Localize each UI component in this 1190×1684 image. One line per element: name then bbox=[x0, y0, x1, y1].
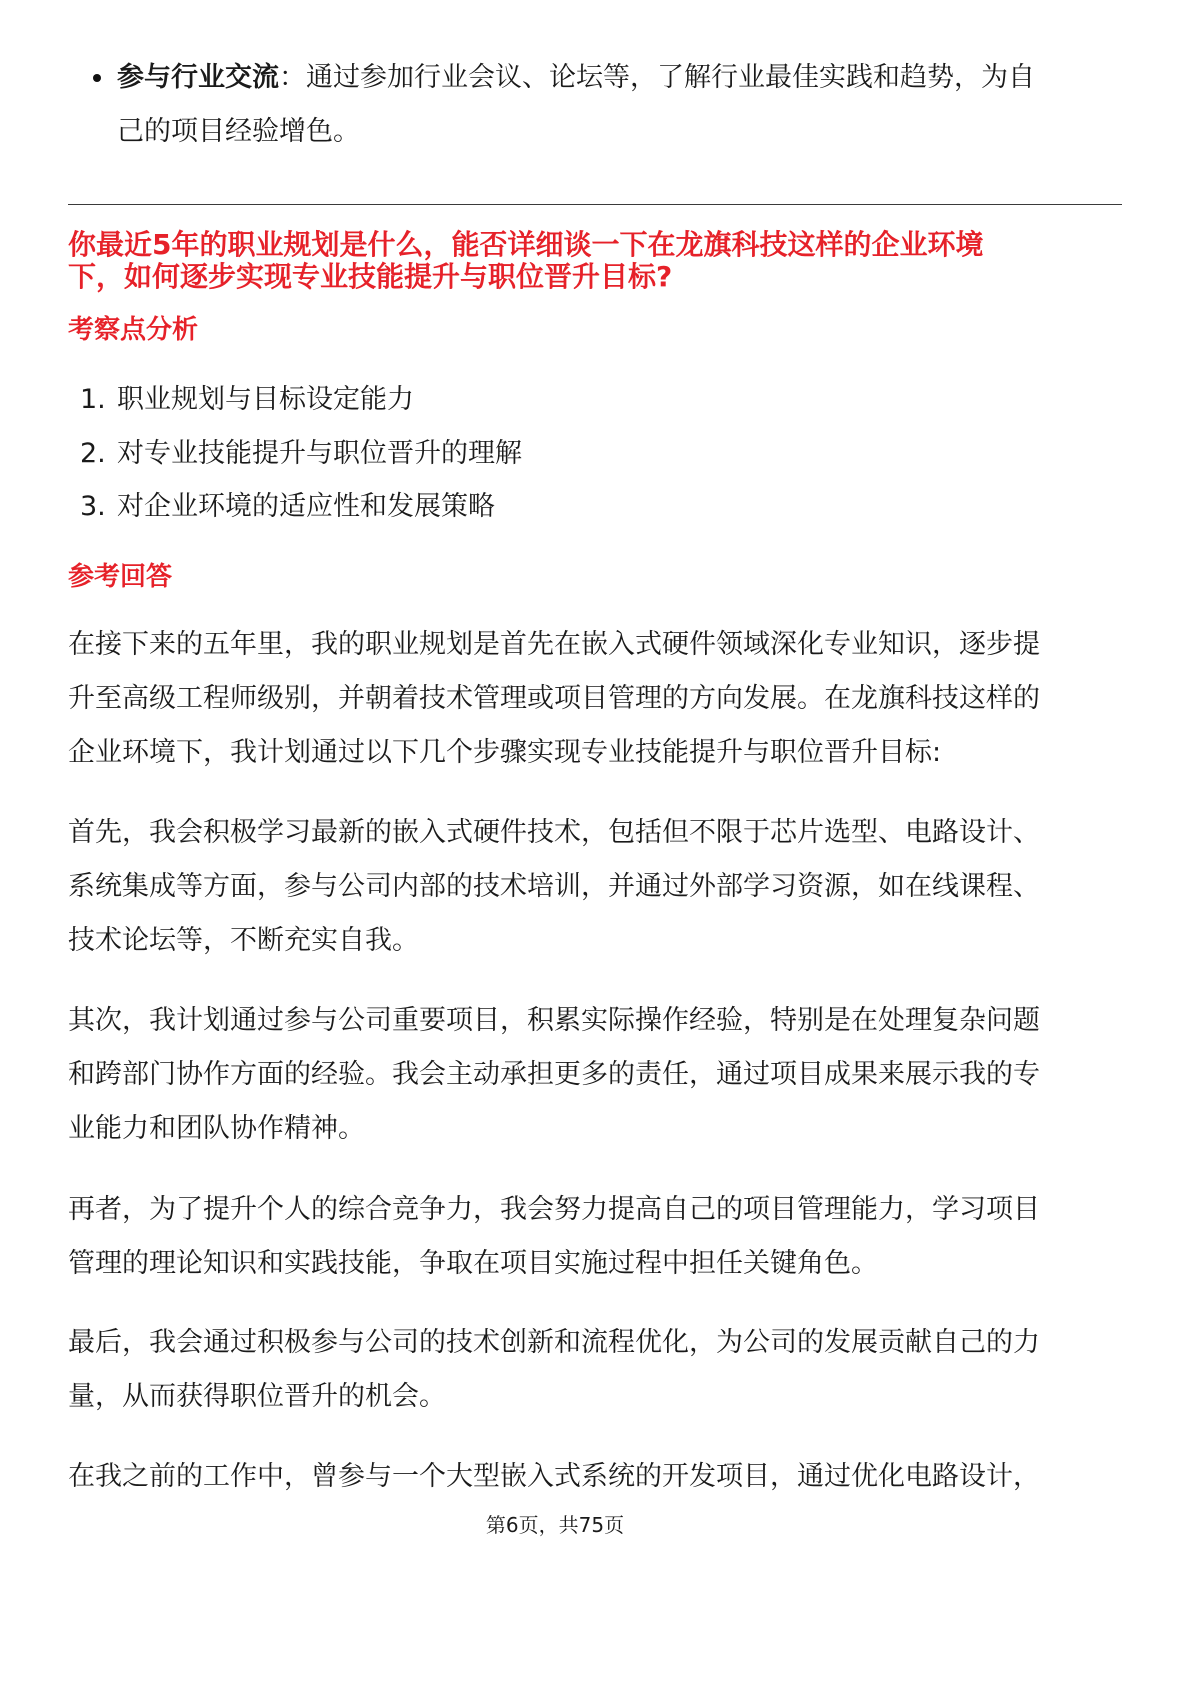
list-item-number: 1. bbox=[80, 384, 106, 415]
bullet-list bbox=[68, 51, 1053, 159]
bullet-item bbox=[68, 51, 1053, 159]
analysis-heading: 考察点分析 bbox=[68, 315, 199, 345]
answer-paragraph: 首先，我会积极学习最新的嵌入式硬件技术，包括但不限于芯片选型、电路设计、系统集成等方面，参与公司内部的技术培训，并通过外部学习资源，如在线课程、技术论坛等，不断充实自我。 bbox=[68, 817, 1040, 956]
list-item-number: 3. bbox=[80, 491, 106, 522]
answer-paragraph: 在我之前的工作中，曾参与一个大型嵌入式系统的开发项目，通过优化电路设计， bbox=[68, 1461, 1040, 1492]
answer-paragraph: 最后，我会通过积极参与公司的技术创新和流程优化，为公司的发展贡献自己的力量，从而获得职位晋升的机会。 bbox=[68, 1327, 1040, 1412]
list-item bbox=[68, 427, 1053, 481]
bullet-text: ：通过参加行业会议、论坛等，了解行业最佳实践和趋势，为自己的项目经验增色。 bbox=[117, 62, 1035, 147]
list-item-text: 对企业环境的适应性和发展策略 bbox=[117, 491, 495, 522]
analysis-list bbox=[68, 373, 1053, 534]
answer-heading: 参考回答 bbox=[68, 562, 173, 592]
list-item-number: 2. bbox=[80, 437, 106, 469]
answer-paragraph: 其次，我计划通过参与公司重要项目，积累实际操作经验，特别是在处理复杂问题和跨部门协作方面的经验。我会主动承担更多的责任，通过项目成果来展示我的专业能力和团队协作精神。 bbox=[68, 1005, 1040, 1144]
answer-paragraph: 再者，为了提升个人的综合竞争力，我会努力提高自己的项目管理能力，学习项目管理的理论知识和实践技能，争取在项目实施过程中担任关键角色。 bbox=[68, 1194, 1040, 1279]
bullet-title: 参与行业交流 bbox=[117, 62, 279, 93]
list-item bbox=[68, 480, 1053, 534]
list-item bbox=[68, 373, 1053, 427]
list-item-text: 对专业技能提升与职位晋升的理解 bbox=[117, 437, 522, 469]
page-footer: 第6页，共75页 bbox=[485, 1513, 625, 1537]
bullet-dot-icon bbox=[93, 74, 101, 82]
list-item-text: 职业规划与目标设定能力 bbox=[117, 384, 414, 415]
interview-question: 你最近5年的职业规划是什么，能否详细谈一下在龙旗科技这样的企业环境下，如何逐步实现专业技能提升与职位晋升目标? bbox=[68, 228, 984, 293]
answer-paragraph: 在接下来的五年里，我的职业规划是首先在嵌入式硬件领域深化专业知识，逐步提升至高级工程师级别，并朝着技术管理或项目管理的方向发展。在龙旗科技这样的企业环境下，我计划通过以下几个步骤实现专业技能提升与职位晋升目标: bbox=[68, 629, 1040, 768]
section-divider bbox=[68, 204, 1122, 205]
